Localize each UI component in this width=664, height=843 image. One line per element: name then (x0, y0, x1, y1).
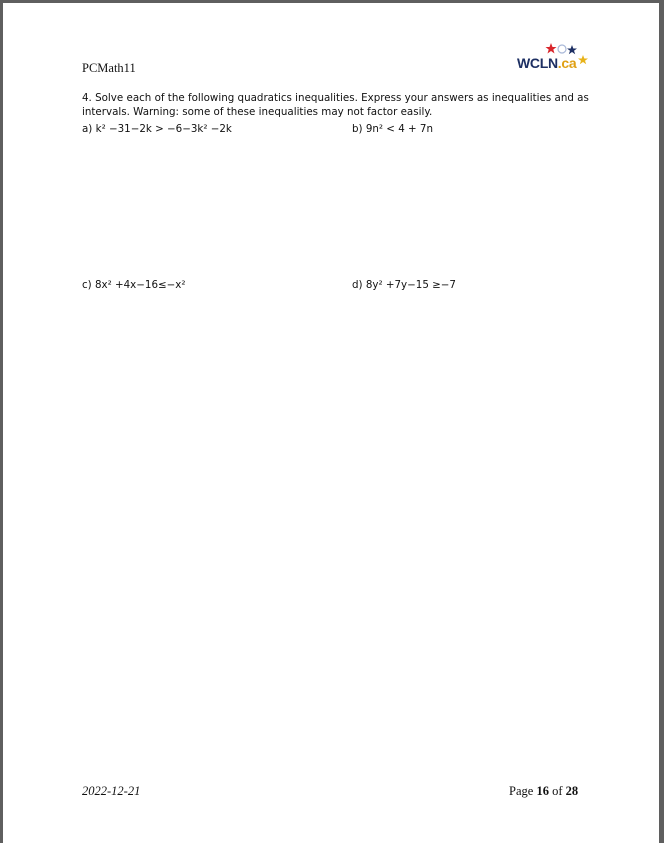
ring-icon (558, 45, 566, 53)
question-instructions: 4. Solve each of the following quadratics inequalities. Express your answers as inequalities and as intervals. Warning: some of these inequalities may not factor easily. (82, 92, 589, 118)
problem-b: b) 9n² < 4 + 7n (352, 123, 434, 135)
document-page (3, 3, 659, 843)
blue-star-icon (567, 45, 577, 54)
current-page: 16 (536, 784, 549, 798)
yellow-star-icon (578, 55, 588, 64)
wcln-logo (515, 41, 595, 75)
problem-d: d) 8y² +7y−15 ≥−7 (352, 279, 456, 291)
course-header: PCMath11 (82, 61, 136, 75)
of-word: of (552, 784, 563, 798)
logo-text (517, 55, 576, 71)
total-pages: 28 (565, 784, 579, 798)
logo-suffix-text: .ca (557, 55, 577, 71)
page-number (509, 784, 578, 799)
logo-main-text: WCLN (517, 55, 558, 71)
red-star-icon (546, 43, 557, 54)
page-word: Page (509, 784, 534, 798)
problem-c: c) 8x² +4x−16≤−x² (82, 279, 186, 291)
problem-a: a) k² −31−2k > −6−3k² −2k (82, 123, 232, 135)
footer-date: 2022-12-21 (82, 784, 141, 798)
